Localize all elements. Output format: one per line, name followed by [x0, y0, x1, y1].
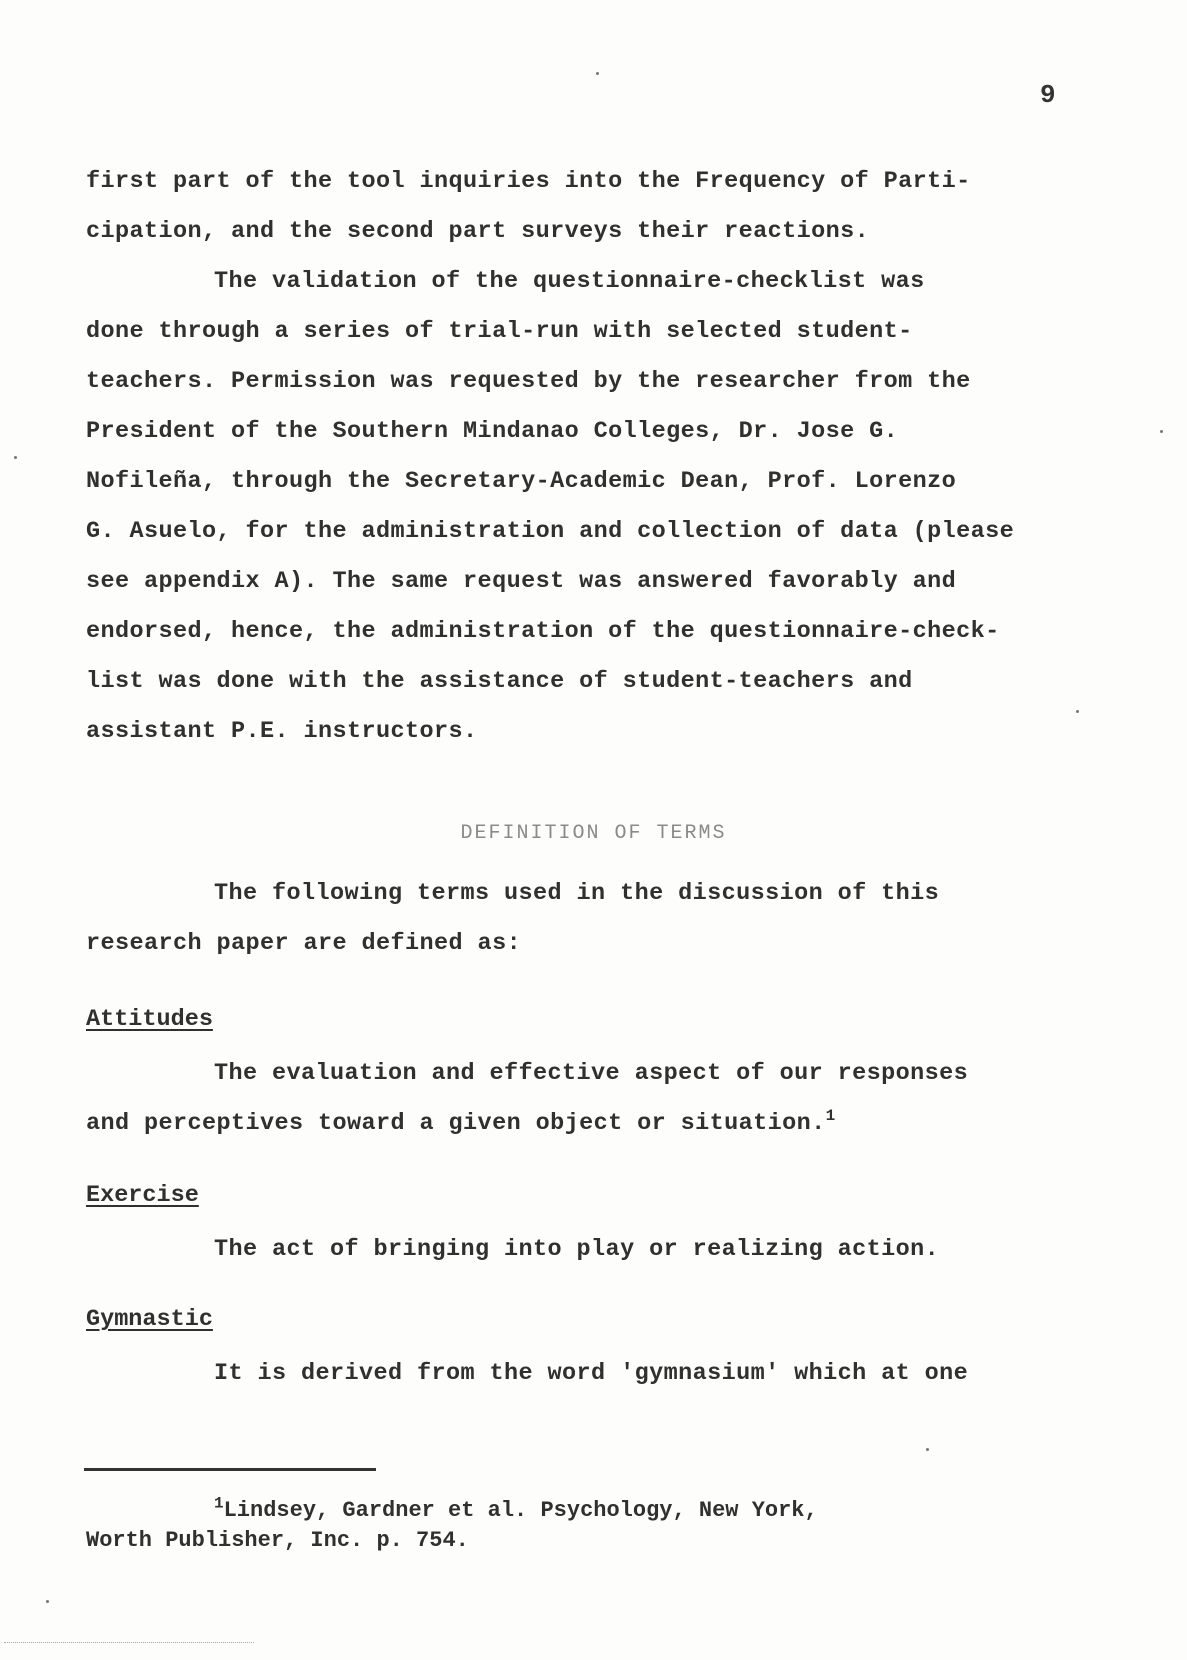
intro-line-2: research paper are defined as:: [86, 930, 522, 957]
term-exercise: Exercise: [86, 1182, 199, 1209]
paragraph-2-line-8: endorsed, hence, the administration of the questionnaire-check-: [86, 618, 1000, 645]
scan-speck: [1160, 430, 1163, 433]
footnote-reference: 1: [825, 1107, 836, 1126]
footnote-marker: 1: [214, 1494, 224, 1513]
paragraph-2-line-9: list was done with the assistance of student-teachers and: [86, 668, 913, 695]
scan-speck: [46, 1600, 49, 1603]
paragraph-2-line-2: done through a series of trial-run with selected student-: [86, 318, 913, 345]
paragraph-2-line-3: teachers. Permission was requested by the researcher from the: [86, 368, 971, 395]
term-attitudes-def-line-2-row: [86, 1107, 836, 1137]
page-number: 9: [1040, 80, 1056, 110]
paragraph-2-line-1: The validation of the questionnaire-checklist was: [214, 268, 925, 295]
paragraph-2-line-10: assistant P.E. instructors.: [86, 718, 478, 745]
term-exercise-def-line-1: The act of bringing into play or realizing action.: [214, 1236, 940, 1263]
paragraph-2-line-6: G. Asuelo, for the administration and collection of data (please: [86, 518, 1015, 545]
paragraph-2-line-7: see appendix A). The same request was answered favorably and: [86, 568, 957, 595]
term-gymnastic: Gymnastic: [86, 1306, 213, 1333]
scan-speck: [1076, 710, 1079, 713]
scan-speck: [14, 456, 17, 459]
term-attitudes: Attitudes: [86, 1006, 213, 1033]
term-attitudes-def-line-2: and perceptives toward a given object or situation.: [86, 1110, 826, 1137]
section-heading: DEFINITION OF TERMS: [460, 822, 727, 845]
scan-artifact-strip: [4, 1642, 254, 1649]
footnote-line-1-row: [214, 1494, 818, 1523]
footnote-line-2: Worth Publisher, Inc. p. 754.: [86, 1528, 469, 1553]
footnote-rule: [84, 1468, 376, 1471]
footnote-line-1: Lindsey, Gardner et al. Psychology, New York,: [223, 1498, 818, 1523]
scan-speck: [596, 72, 599, 75]
paragraph-2-line-5: Nofileña, through the Secretary-Academic Dean, Prof. Lorenzo: [86, 468, 957, 495]
paragraph-1-line-1: first part of the tool inquiries into the Frequency of Parti-: [86, 168, 971, 195]
scan-speck: [926, 1448, 929, 1451]
paragraph-1-line-2: cipation, and the second part surveys their reactions.: [86, 218, 870, 245]
term-gymnastic-def-line-1: It is derived from the word 'gymnasium' which at one: [214, 1360, 969, 1387]
paragraph-2-line-4: President of the Southern Mindanao Colleges, Dr. Jose G.: [86, 418, 899, 445]
intro-line-1: The following terms used in the discussion of this: [214, 880, 940, 907]
term-attitudes-def-line-1: The evaluation and effective aspect of our responses: [214, 1060, 969, 1087]
